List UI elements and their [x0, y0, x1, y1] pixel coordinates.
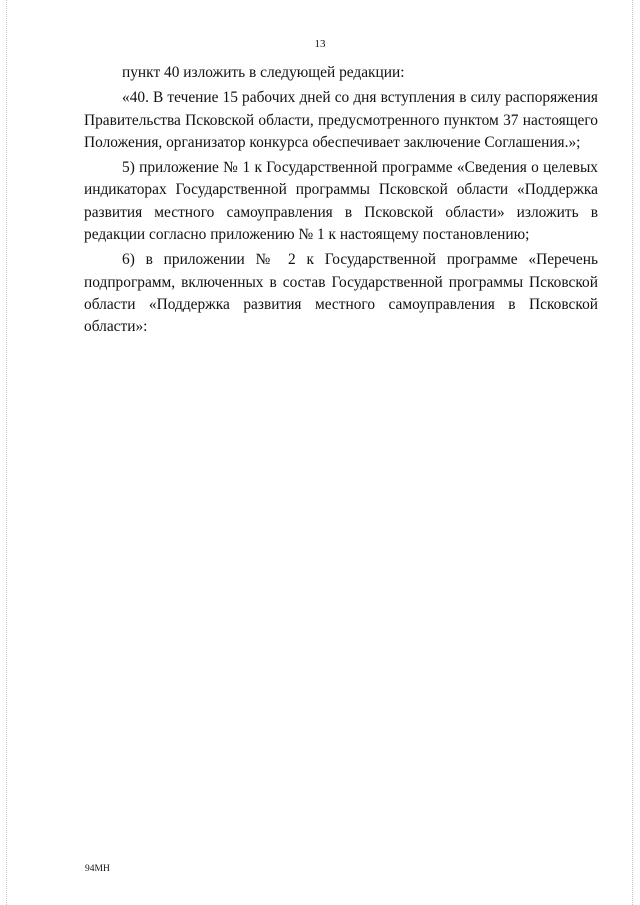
document-body — [84, 62, 598, 342]
paragraph-4: 6) в приложении № 2 к Государственной программе «Перечень подпрограмм, включенных в состав Государственной программы Псковской области «Поддержка развития местного самоуправления в Псковской области»: — [84, 251, 598, 336]
scan-edge-right — [632, 0, 634, 905]
scan-edge-left — [6, 0, 8, 905]
paragraph-1: пункт 40 изложить в следующей редакции: — [122, 64, 405, 81]
paragraph-3: 5) приложение № 1 к Государственной программе «Сведения о целевых индикаторах Государственной программы Псковской области «Поддержка развития местного самоуправления в Псковской области» изложить в редакции согласно приложению № 1 к настоящему постановлению; — [84, 159, 598, 244]
page-number: 13 — [314, 38, 326, 50]
paragraph-2: «40. В течение 15 рабочих дней со дня вступления в силу распоряжения Правительства Псковской области, предусмотренного пунктом 37 настоящего Положения, организатор конкурса обеспечивает заключение Соглашения.»; — [84, 89, 598, 151]
footer-document-code: 94МН — [85, 864, 110, 874]
